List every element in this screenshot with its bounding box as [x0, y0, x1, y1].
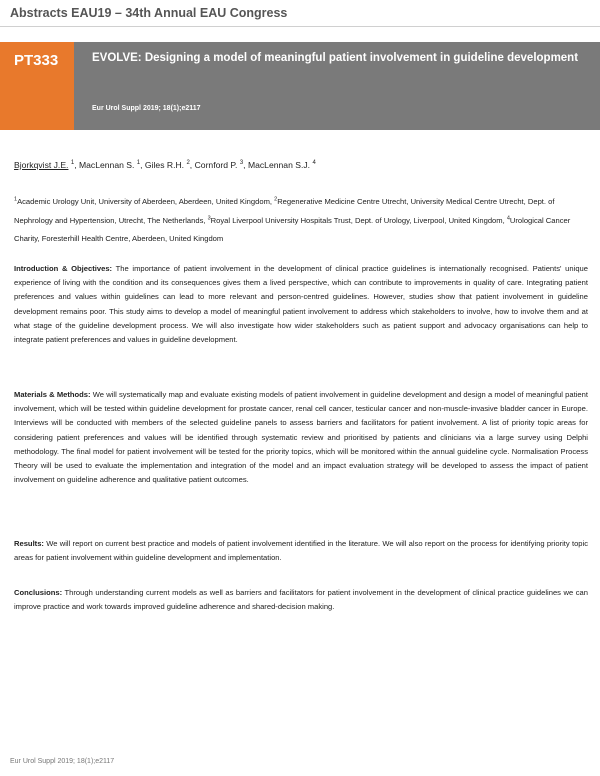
author-affiliation-number: 4 [312, 160, 316, 167]
results-heading: Results: [14, 539, 44, 548]
author-affiliation-number: 2 [186, 160, 190, 167]
affiliation-text: Royal Liverpool University Hospitals Trust, Dept. of Urology, Liverpool, United Kingdom, [210, 215, 507, 225]
author-list: Bjorkqvist J.E. $^1$, MacLennan S. $^1$, Giles R.H. $^2$, Cornford P. $^3$, MacLennan S.J. $^4$ [14, 160, 316, 170]
author-name: Giles R.H. [144, 160, 185, 170]
author-name: MacLennan S.J. [247, 160, 311, 170]
author-name: Bjorkqvist J.E. [14, 160, 69, 170]
author-affiliation-number: 1 [70, 160, 75, 167]
affiliation-number: 3 [207, 214, 211, 221]
intro-section [14, 262, 588, 347]
intro-text: The importance of patient involvement in the development of clinical practice guidelines is internationally recognised. Patients' unique experience of living with the condition and its consequences gives them a lived perspective, which can contribute to improvements in quality of care. Integrating patient preferences and values within guidelines can lead to more relevant and person-centred guidelines. However, studies show that patient involvement in guideline development remains poor. This study aims to develop a model of meaningful patient involvement to address which stakeholders to involve, how to involve them and at what stage of the guideline development process. We will also investigate how wider stakeholders such as patient support and advocacy organisations can help to integrate patient preferences and values in guideline development. [14, 264, 588, 345]
affiliation-number: 4 [506, 214, 510, 221]
conclusions-section [14, 586, 588, 614]
intro-heading: Introduction & Objectives: [14, 264, 113, 273]
journal-header: Abstracts EAU19 – 34th Annual EAU Congress [10, 6, 288, 20]
author-affiliation-number: 3 [239, 160, 244, 167]
results-text: We will report on current best practice and models of patient involvement identified in the literature. We will also report on the process for identifying priority topic areas for patient involvement within guideline development and implementation. [14, 539, 588, 563]
author-name: Cornford P. [194, 160, 238, 170]
affiliation-text: Urological Cancer Charity, Foresterhill Health Centre, Aberdeen, United Kingdom [14, 215, 571, 243]
affiliation-list [14, 193, 588, 249]
abstract-banner [0, 42, 600, 130]
affiliation-number: 2 [274, 196, 278, 203]
abstract-code: PT333 [14, 52, 59, 69]
abstract-code-box [0, 42, 74, 130]
author-affiliation-number: 1 [136, 160, 141, 167]
affiliation-number: 1 [14, 196, 18, 203]
methods-text: We will systematically map and evaluate existing models of patient involvement in guideline development and design a model of meaningful patient involvement, which will be tested within guideline development for prostate cancer, renal cell cancer, testicular cancer and non-muscle-invasive bladder cancer in Europe. Interviews will be conducted with members of the selected guideline panels to assess barriers and facilitators for patient involvement. A list of priority topic areas for considering patient preferences and values will be identified through systematic review and prioritised by patients and clinicians via a large survey using Delphi methodology. The final model for patient involvement will be tested for the priority topics, which will be monitored within the annual guideline cycle. Normalisation Process Theory will be used to evaluate the implementation and integration of the model and an impact evaluation strategy will be developed to assess the impact of patient involvement on guideline adherence and qualitative patient outcomes. [14, 390, 588, 485]
footer-citation: Eur Urol Suppl 2019; 18(1);e2117 [10, 758, 115, 765]
affiliation-text: Academic Urology Unit, University of Aberdeen, Aberdeen, United Kingdom, [17, 197, 275, 206]
conclusions-text: Through understanding current models as well as barriers and facilitators for patient involvement in the development of clinical practice guidelines we can improve practice and work towards improved guideline adherence and shared-decision making. [14, 588, 588, 612]
abstract-title: EVOLVE: Designing a model of meaningful patient involvement in guideline development [92, 52, 579, 64]
header-divider [0, 26, 600, 27]
results-section [14, 537, 588, 565]
methods-section [14, 388, 588, 487]
methods-heading: Materials & Methods: [14, 390, 91, 399]
affiliation-text: Regenerative Medicine Centre Utrecht, University Medical Centre Utrecht, Dept. of Nephrology and Hypertension, Utrecht, The Netherlands, [14, 197, 555, 225]
author-name: MacLennan S. [78, 160, 135, 170]
conclusions-heading: Conclusions: [14, 588, 63, 597]
banner-citation: Eur Urol Suppl 2019; 18(1);e2117 [92, 105, 201, 112]
